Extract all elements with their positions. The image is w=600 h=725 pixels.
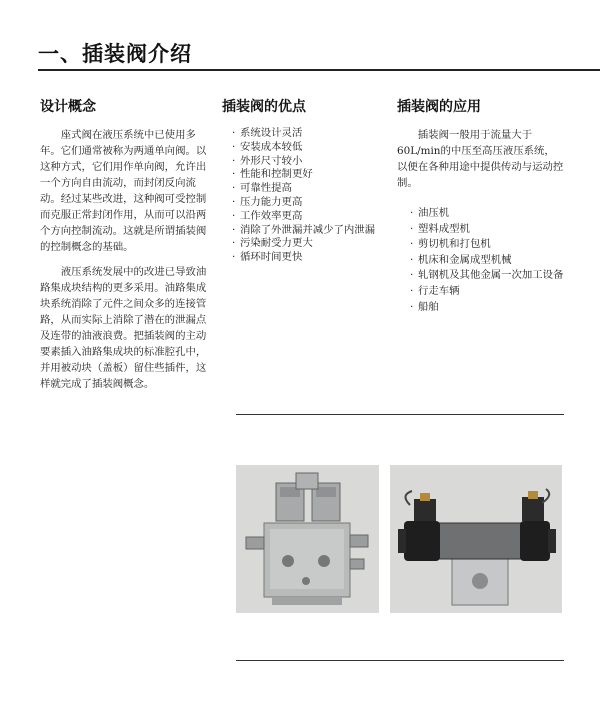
valve-block-photo <box>236 465 379 613</box>
list-item: · 行走车辆 <box>410 284 570 300</box>
list-item: · 性能和控制更好 <box>232 168 375 182</box>
list-item: · 压力能力更高 <box>232 196 375 210</box>
page-title: 一、插装阀介绍 <box>38 42 192 66</box>
list-item: · 可靠性提高 <box>232 182 375 196</box>
list-item: · 消除了外泄漏并减少了内泄漏 <box>232 224 375 238</box>
list-item: · 工作效率更高 <box>232 210 375 224</box>
advantages-heading: 插装阀的优点 <box>222 99 306 115</box>
directional-valve-photo <box>390 465 562 613</box>
list-item: · 安装成本较低 <box>232 141 375 155</box>
list-item: · 污染耐受力更大 <box>232 237 375 251</box>
list-item: · 船舶 <box>410 300 570 316</box>
list-item: · 机床和金属成型机械 <box>410 253 570 269</box>
list-item: · 系统设计灵活 <box>232 127 375 141</box>
list-item: · 塑料成型机 <box>410 222 570 238</box>
bottom-divider <box>236 660 564 661</box>
applications-heading: 插装阀的应用 <box>397 99 481 115</box>
solenoid-valve-illustration <box>390 465 562 613</box>
list-item: · 轧钢机及其他金属一次加工设备 <box>410 268 570 284</box>
list-item: · 油压机 <box>410 206 570 222</box>
concept-heading: 设计概念 <box>40 99 96 115</box>
section-divider <box>236 414 564 415</box>
advantages-list <box>232 127 375 265</box>
list-item: · 剪切机和打包机 <box>410 237 570 253</box>
title-divider <box>38 69 600 71</box>
list-item: · 外形尺寸较小 <box>232 155 375 169</box>
concept-paragraph-1: 座式阀在液压系统中已使用多年。它们通常被称为两通单向阀。以这种方式，它们用作单向阀，允许出一个方向自由流动，而封闭反向流动。经过某些改进，这种阀可受控制而克服正常封闭作用，从而可以沿两个方向控制流动。这就是所谓插装阀的控制概念的基础。 <box>40 129 207 253</box>
manifold-valve-illustration <box>236 465 379 613</box>
applications-list <box>410 206 570 315</box>
list-item: · 循环时间更快 <box>232 251 375 265</box>
concept-paragraph-2: 液压系统发展中的改进已导致油路集成块结构的更多采用。油路集成块系统消除了元件之间众多的连接管路，从而实际上消除了潜在的泄漏点及连带的油液浪费。把插装阀的主动要素插入油路集成块的标准腔孔中，并用被动块（盖板）留住些插件，这样就完成了插装阀概念。 <box>40 266 207 390</box>
applications-intro: 插装阀一般用于流量大于60L/min的中压至高压液压系统，以便在各种用途中提供传动与运动控制。 <box>397 129 564 189</box>
